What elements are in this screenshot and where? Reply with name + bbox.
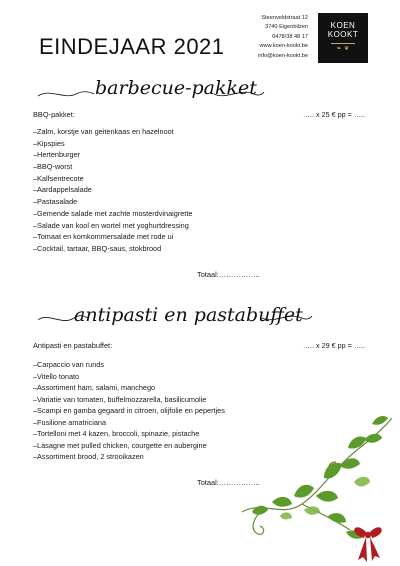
bbq-price: ….. x 25 € pp = …..	[302, 110, 365, 119]
section-title-antipasti: antipasti en pastabuffet	[74, 304, 303, 326]
list-item: –Gemende salade met zachte mosterdvinaigrette	[33, 208, 193, 218]
koen-kookt-logo	[318, 13, 368, 63]
bbq-total: Totaal:……………..	[197, 270, 260, 279]
antipasti-label: Antipasti en pastabuffet:	[33, 341, 113, 350]
list-item: –Lasagne met pulled chicken, courgette en aubergine	[33, 440, 207, 450]
address-website: www.koen-kookt.be	[259, 43, 308, 50]
list-item: –Vitello tonato	[33, 371, 80, 381]
bow-icon	[354, 527, 381, 562]
antipasti-item-list	[33, 359, 225, 463]
list-item: –Fusilione amatriciana	[33, 417, 107, 427]
utensils-icon: ❧ ❦	[336, 46, 350, 53]
list-item: –Carpaccio van runds	[33, 360, 104, 369]
list-item: –Assortiment ham, salami, manchego	[33, 383, 156, 392]
address-phone: 0478/38 48 17	[272, 33, 308, 40]
list-item: –Tomaat en komkommersalade met rode ui	[33, 232, 174, 242]
list-item: –Tortelloni met 4 kazen, broccoli, spinazie, pistache	[33, 429, 200, 438]
list-item: –Cocktail, tartaar, BBQ-saus, stokbrood	[33, 243, 162, 253]
address-street: Steenveldstraat 12	[261, 15, 308, 21]
list-item: –Hertenburger	[33, 150, 81, 160]
bbq-item-list	[33, 126, 192, 255]
list-item: –Kalfsentrecote	[33, 173, 84, 183]
page-title: EINDEJAAR 2021	[39, 34, 225, 59]
list-item: –Zalm, korstje van geitenkaas en hazelnoot	[33, 127, 174, 136]
list-item: –Variatie van tomaten, buffelmozzarella, basilicumolie	[33, 394, 207, 404]
list-item: –Scampi en gamba gegaard in citroen, olijfolie en pepertjes	[33, 406, 225, 415]
list-item: –Kipspies	[33, 138, 65, 148]
section-title-bbq: barbecue-pakket	[95, 77, 257, 99]
antipasti-price: ….. x 29 € pp = …..	[302, 341, 365, 350]
logo-line1: KOEN	[330, 21, 356, 31]
list-item: –Aardappelsalade	[33, 185, 92, 195]
logo-divider	[331, 43, 355, 44]
address-email: info@koen-kookt.be	[258, 52, 308, 59]
antipasti-total: Totaal:……………..	[197, 478, 260, 487]
list-item: –Pastasalade	[33, 197, 78, 207]
list-item: –BBQ-worst	[33, 162, 73, 172]
list-item: –Assortiment brood, 2 strooikazen	[33, 452, 144, 461]
logo-line2: KOOKT	[327, 29, 359, 39]
holly-vine-decoration	[232, 400, 400, 566]
contact-address	[242, 14, 308, 61]
address-city: 3740 Eigenbilzen	[265, 24, 308, 31]
bbq-label: BBQ-pakket:	[33, 110, 75, 119]
list-item: –Salade van kool en wortel met yoghurtdressing	[33, 220, 189, 230]
